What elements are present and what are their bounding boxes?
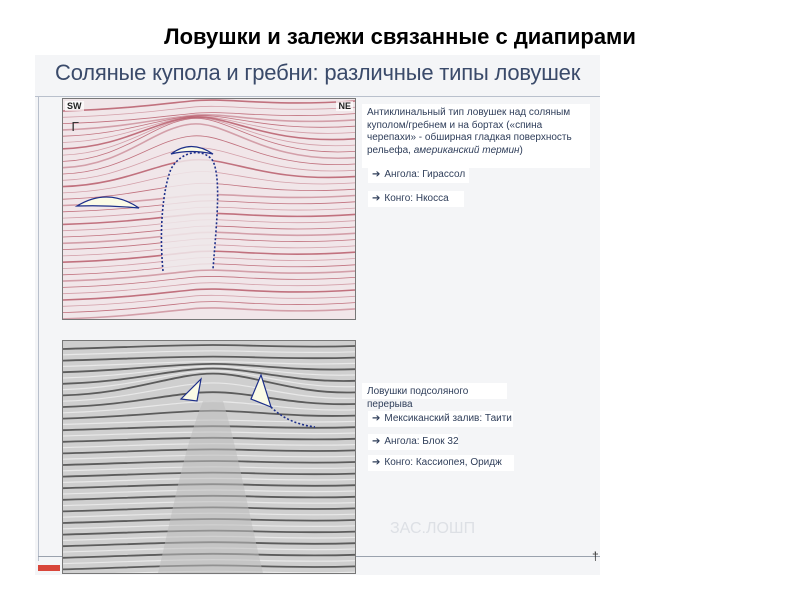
svg-text:Γ: Γ bbox=[71, 120, 80, 136]
faint-bleed-text: ЗАС.ЛОШП bbox=[390, 520, 476, 537]
red-corner-mark bbox=[38, 565, 60, 571]
example-item: ➔ Ангола: Блок 32 bbox=[368, 434, 458, 450]
seismic-section-bottom bbox=[62, 340, 356, 574]
footer-tick: † bbox=[592, 549, 599, 563]
compass-sw: SW bbox=[67, 101, 82, 111]
figure-heading: Соляные купола и гребни: различные типы ловушек bbox=[55, 60, 581, 85]
seismic-image-top bbox=[63, 99, 355, 319]
arrow-right-icon: ➔ bbox=[372, 169, 381, 180]
example-item: ➔ Конго: Кассиопея, Оридж bbox=[368, 455, 514, 471]
example-item: ➔ Конго: Нкосса bbox=[368, 191, 464, 207]
seismic-section-top bbox=[62, 98, 356, 320]
example-item: ➔ Ангола: Гирассол bbox=[368, 167, 469, 183]
example-item: ➔ Мексиканский залив: Таити bbox=[368, 411, 513, 427]
arrow-right-icon: ➔ bbox=[372, 413, 381, 424]
bottom-trap-description: Ловушки подсоляного перерыва bbox=[362, 383, 507, 399]
left-rule bbox=[38, 96, 39, 561]
slide-title: Ловушки и залежи связанные с диапирами bbox=[164, 24, 636, 49]
compass-ne: NE bbox=[338, 101, 351, 111]
arrow-right-icon: ➔ bbox=[372, 457, 381, 468]
description-emphasis: американский термин bbox=[413, 144, 520, 156]
arrow-right-icon: ➔ bbox=[372, 436, 381, 447]
heading-rule bbox=[35, 96, 600, 97]
arrow-right-icon: ➔ bbox=[372, 193, 381, 204]
top-trap-description: Антиклинальный тип ловушек над соляным куполом/гребнем и на бортах («спина черепахи» - обширная гладкая поверхность рельефа, американский термин) bbox=[362, 104, 590, 168]
seismic-image-bottom bbox=[63, 341, 355, 573]
